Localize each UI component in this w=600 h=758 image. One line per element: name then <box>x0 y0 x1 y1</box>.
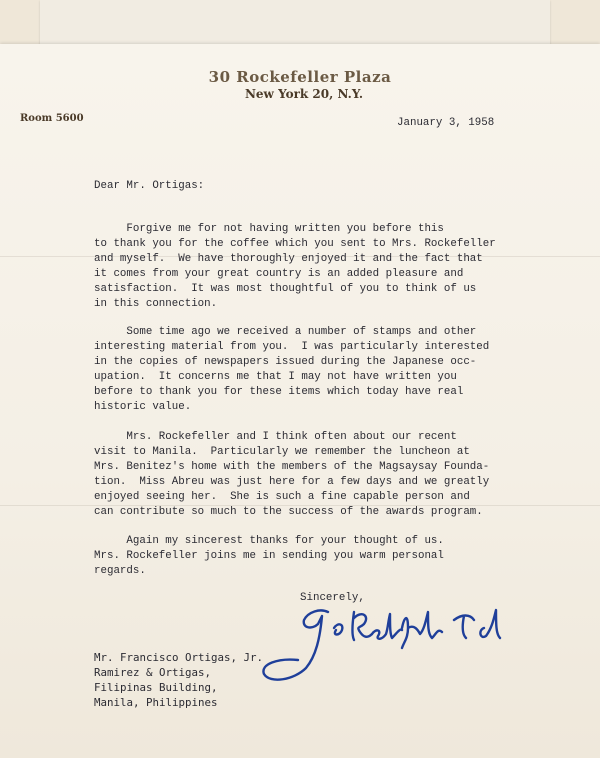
closing: Sincerely, <box>300 592 365 604</box>
handwritten-signature <box>258 598 518 688</box>
body-paragraph-3: Mrs. Rockefeller and I think often about our recent visit to Manila. Particularly we remember the luncheon at Mrs. Benitez's home with the members of the Magsaysay Founda- tion. Miss Abreu was just here for a few days and we greatly enjoyed seeing her. She is such a fine capable person and can contribute so much to the success of the awards program. <box>94 431 490 518</box>
letterhead-address-line1: 30 Rockefeller Plaza <box>208 68 392 86</box>
salutation: Dear Mr. Ortigas: <box>94 180 205 192</box>
recipient-address: Mr. Francisco Ortigas, Jr. Ramirez & Ortigas, Filipinas Building, Manila, Philippines <box>94 651 264 709</box>
room-number: Room 5600 <box>20 113 84 124</box>
letter-date: January 3, 1958 <box>397 117 495 129</box>
letterhead-address-line2: New York 20, N.Y. <box>244 87 364 101</box>
body-paragraph-4: Again my sincerest thanks for your thought of us. Mrs. Rockefeller joins me in sending you warm personal regards. <box>94 535 444 577</box>
body-paragraph-1: Forgive me for not having written you before this to thank you for the coffee which you sent to Mrs. Rockefeller and myself. We have thoroughly enjoyed it and the fact that it comes from your great country is an added pleasure and satisfaction. It was most thoughtful of you to think of us in this connection. <box>94 223 496 310</box>
body-paragraph-2: Some time ago we received a number of stamps and other interesting material from you. I was particularly interested in the copies of newspapers issued during the Japanese occ- upation. It concerns me that I may not have written you before to thank you for these items which today have real historic value. <box>94 326 490 413</box>
